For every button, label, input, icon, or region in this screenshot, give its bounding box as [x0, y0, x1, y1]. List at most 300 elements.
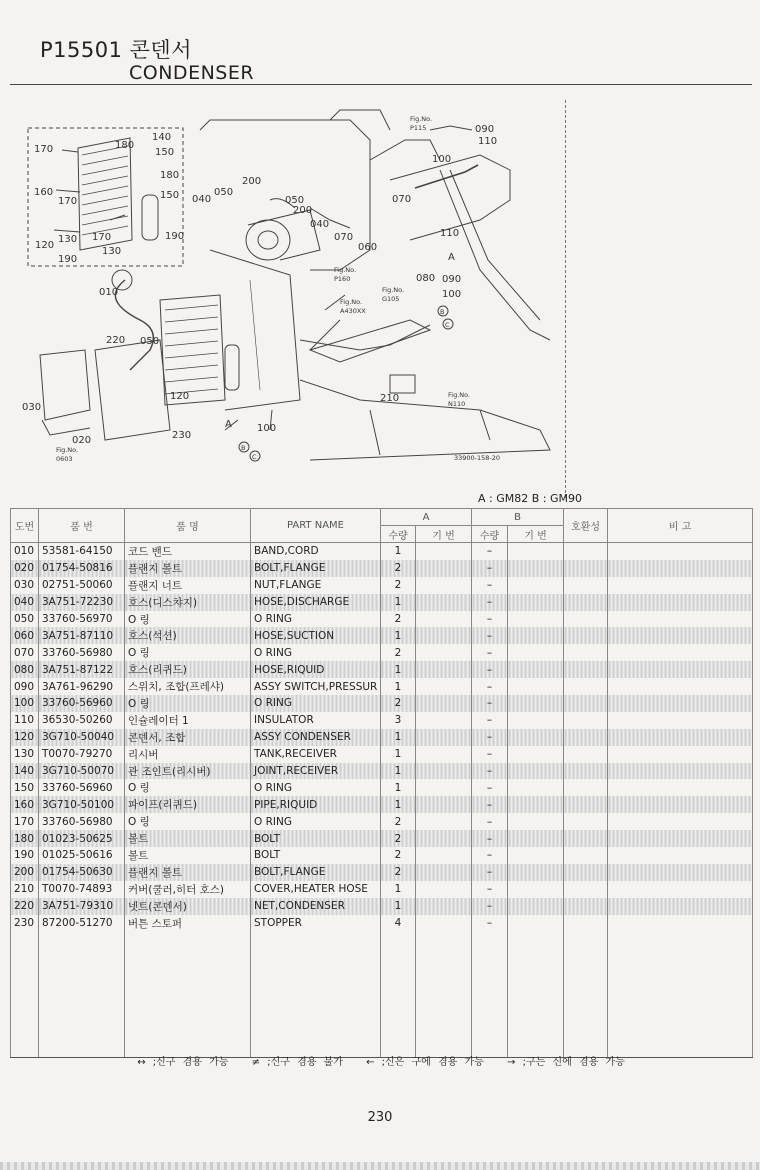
cell-part-name: HOSE,SUCTION — [251, 627, 381, 644]
cell-part-no: 3A751-72230 — [39, 594, 125, 611]
cell-qty-b: – — [472, 543, 508, 560]
cell-qty-a: 2 — [381, 577, 416, 594]
table-row — [11, 915, 753, 932]
col-header-period-a: 기 번 — [416, 526, 472, 543]
cell-period-a — [416, 847, 472, 864]
cell-part-name: O RING — [251, 813, 381, 830]
cell-part-name: BOLT — [251, 847, 381, 864]
cell-part-no: 3A751-87122 — [39, 661, 125, 678]
legend-item: ← ;신은 구에 겸용 가능 — [366, 1057, 484, 1068]
cell-no: 210 — [11, 881, 39, 898]
cell-period-b — [508, 864, 564, 881]
cell-period-b — [508, 779, 564, 796]
svg-text:100: 100 — [257, 423, 277, 434]
cell-qty-b: – — [472, 813, 508, 830]
table-row — [11, 712, 753, 729]
cell-qty-b: – — [472, 915, 508, 932]
svg-text:040: 040 — [310, 219, 330, 230]
legend-item: → ;구는 신에 겸용 가능 — [507, 1057, 625, 1068]
empty-cell — [416, 931, 472, 1058]
col-header-part-name: PART NAME — [251, 509, 381, 543]
parts-list-table — [10, 508, 753, 1058]
cell-compat — [564, 577, 608, 594]
cell-part-no: T0070-74893 — [39, 881, 125, 898]
cell-no: 050 — [11, 611, 39, 628]
cell-name-kr: O 링 — [125, 779, 251, 796]
svg-text:150: 150 — [160, 190, 180, 201]
cell-period-b — [508, 695, 564, 712]
col-header-qty-b: 수량 — [472, 526, 508, 543]
cell-qty-b: – — [472, 881, 508, 898]
svg-text:180: 180 — [115, 140, 135, 151]
cell-period-a — [416, 898, 472, 915]
cell-qty-a: 2 — [381, 695, 416, 712]
cell-part-name: O RING — [251, 779, 381, 796]
svg-text:Fig.No.: Fig.No. — [448, 391, 471, 399]
cell-qty-a: 1 — [381, 678, 416, 695]
cell-remarks — [608, 661, 753, 678]
cell-compat — [564, 830, 608, 847]
svg-text:110: 110 — [478, 136, 498, 147]
cell-period-a — [416, 763, 472, 780]
cell-name-kr: 볼트 — [125, 830, 251, 847]
svg-text:030: 030 — [22, 402, 42, 413]
table-row — [11, 611, 753, 628]
cell-period-a — [416, 560, 472, 577]
diagram-drawing — [10, 100, 562, 470]
cell-name-kr: 스위치, 조합(프레샤) — [125, 678, 251, 695]
cell-period-a — [416, 712, 472, 729]
svg-text:130: 130 — [58, 234, 78, 245]
svg-text:Fig.No.: Fig.No. — [56, 446, 79, 454]
cell-name-kr: 볼트 — [125, 847, 251, 864]
cell-no: 220 — [11, 898, 39, 915]
page-code-title: P15501 콘덴서 — [40, 38, 193, 62]
cell-compat — [564, 678, 608, 695]
cell-part-no: 87200-51270 — [39, 915, 125, 932]
cell-no: 020 — [11, 560, 39, 577]
cell-compat — [564, 864, 608, 881]
cell-period-b — [508, 796, 564, 813]
cell-no: 150 — [11, 779, 39, 796]
cell-no: 110 — [11, 712, 39, 729]
cell-qty-b: – — [472, 627, 508, 644]
cell-remarks — [608, 796, 753, 813]
svg-text:C: C — [445, 321, 450, 329]
cell-part-no: 01023-50625 — [39, 830, 125, 847]
cell-name-kr: 넷트(콘덴서) — [125, 898, 251, 915]
svg-text:230: 230 — [172, 430, 192, 441]
cell-qty-a: 1 — [381, 661, 416, 678]
cell-period-b — [508, 729, 564, 746]
svg-text:200: 200 — [293, 205, 313, 216]
cell-period-a — [416, 830, 472, 847]
cell-compat — [564, 813, 608, 830]
svg-text:050: 050 — [285, 195, 305, 206]
svg-text:040: 040 — [192, 194, 212, 205]
empty-cell — [251, 931, 381, 1058]
svg-text:060: 060 — [358, 242, 378, 253]
svg-text:100: 100 — [432, 154, 452, 165]
cell-remarks — [608, 695, 753, 712]
cell-qty-a: 1 — [381, 796, 416, 813]
cell-remarks — [608, 594, 753, 611]
cell-qty-a: 2 — [381, 847, 416, 864]
cell-qty-a: 1 — [381, 898, 416, 915]
cell-name-kr: 콘덴서, 조합 — [125, 729, 251, 746]
cell-part-no: 33760-56980 — [39, 644, 125, 661]
cell-remarks — [608, 881, 753, 898]
cell-period-a — [416, 864, 472, 881]
cell-qty-a: 3 — [381, 712, 416, 729]
table-row — [11, 847, 753, 864]
cell-compat — [564, 611, 608, 628]
empty-cell — [381, 931, 416, 1058]
cell-remarks — [608, 644, 753, 661]
cell-no: 010 — [11, 543, 39, 560]
cell-period-a — [416, 881, 472, 898]
svg-text:050: 050 — [140, 336, 160, 347]
svg-text:Fig.No.: Fig.No. — [334, 266, 357, 274]
cell-qty-a: 1 — [381, 881, 416, 898]
cell-remarks — [608, 543, 753, 560]
cell-qty-a: 2 — [381, 864, 416, 881]
svg-text:A: A — [225, 419, 232, 430]
col-header-part-no: 품 번 — [39, 509, 125, 543]
cell-period-b — [508, 577, 564, 594]
cell-qty-a: 2 — [381, 644, 416, 661]
exploded-parts-diagram — [10, 100, 562, 470]
empty-cell — [125, 931, 251, 1058]
svg-text:070: 070 — [334, 232, 354, 243]
cell-no: 070 — [11, 644, 39, 661]
table-row — [11, 881, 753, 898]
cell-qty-b: – — [472, 695, 508, 712]
cell-part-name: INSULATOR — [251, 712, 381, 729]
cell-part-no: 33760-56960 — [39, 695, 125, 712]
empty-cell — [608, 931, 753, 1058]
col-header-group-b: B — [472, 509, 564, 526]
cell-compat — [564, 746, 608, 763]
cell-no: 040 — [11, 594, 39, 611]
cell-qty-b: – — [472, 611, 508, 628]
cell-qty-b: – — [472, 577, 508, 594]
cell-remarks — [608, 813, 753, 830]
svg-text:090: 090 — [442, 274, 462, 285]
table-row — [11, 627, 753, 644]
page-title-english: CONDENSER — [129, 62, 255, 84]
svg-text:A: A — [448, 252, 455, 263]
cell-period-b — [508, 830, 564, 847]
cell-period-b — [508, 712, 564, 729]
table-row — [11, 779, 753, 796]
col-header-qty-a: 수량 — [381, 526, 416, 543]
cell-remarks — [608, 627, 753, 644]
cell-qty-b: – — [472, 712, 508, 729]
cell-name-kr: O 링 — [125, 611, 251, 628]
cell-name-kr: 인슐레이터 1 — [125, 712, 251, 729]
svg-text:140: 140 — [152, 132, 172, 143]
cell-period-a — [416, 746, 472, 763]
table-row — [11, 864, 753, 881]
cell-compat — [564, 560, 608, 577]
cell-compat — [564, 915, 608, 932]
svg-text:A430XX: A430XX — [340, 307, 366, 315]
cell-period-b — [508, 611, 564, 628]
cell-qty-a: 1 — [381, 543, 416, 560]
header-rule — [10, 84, 752, 85]
table-row — [11, 813, 753, 830]
col-header-name-kr: 품 명 — [125, 509, 251, 543]
table-row — [11, 746, 753, 763]
svg-text:100: 100 — [442, 289, 462, 300]
cell-no: 080 — [11, 661, 39, 678]
cell-part-no: 02751-50060 — [39, 577, 125, 594]
cell-period-b — [508, 898, 564, 915]
cell-remarks — [608, 779, 753, 796]
cell-period-a — [416, 627, 472, 644]
col-header-period-b: 기 번 — [508, 526, 564, 543]
margin-dashed-line — [565, 100, 566, 498]
table-row — [11, 796, 753, 813]
svg-text:110: 110 — [440, 228, 460, 239]
svg-text:P115: P115 — [410, 124, 427, 132]
table-row — [11, 695, 753, 712]
cell-qty-a: 2 — [381, 813, 416, 830]
svg-text:070: 070 — [392, 194, 412, 205]
cell-name-kr: 호스(석션) — [125, 627, 251, 644]
svg-text:N110: N110 — [448, 400, 466, 408]
cell-compat — [564, 594, 608, 611]
cell-remarks — [608, 560, 753, 577]
cell-qty-b: – — [472, 864, 508, 881]
cell-part-no: 01754-50630 — [39, 864, 125, 881]
cell-compat — [564, 695, 608, 712]
svg-text:050: 050 — [214, 187, 234, 198]
svg-text:P160: P160 — [334, 275, 351, 283]
svg-text:180: 180 — [160, 170, 180, 181]
cell-no: 180 — [11, 830, 39, 847]
cell-period-b — [508, 560, 564, 577]
cell-qty-b: – — [472, 594, 508, 611]
cell-part-name: HOSE,RIQUID — [251, 661, 381, 678]
cell-compat — [564, 543, 608, 560]
cell-part-name: STOPPER — [251, 915, 381, 932]
svg-text:080: 080 — [416, 273, 436, 284]
cell-period-a — [416, 661, 472, 678]
cell-no: 100 — [11, 695, 39, 712]
cell-part-name: BOLT,FLANGE — [251, 864, 381, 881]
cell-no: 170 — [11, 813, 39, 830]
svg-text:010: 010 — [99, 287, 119, 298]
cell-compat — [564, 881, 608, 898]
svg-text:Fig.No.: Fig.No. — [410, 115, 433, 123]
diagram-callouts — [22, 124, 497, 446]
cell-part-no: 01025-50616 — [39, 847, 125, 864]
svg-text:G105: G105 — [382, 295, 400, 303]
cell-remarks — [608, 611, 753, 628]
svg-text:B: B — [440, 308, 445, 316]
cell-period-b — [508, 644, 564, 661]
cell-qty-b: – — [472, 644, 508, 661]
cell-part-name: BOLT — [251, 830, 381, 847]
svg-text:120: 120 — [35, 240, 55, 251]
cell-period-a — [416, 594, 472, 611]
cell-qty-b: – — [472, 763, 508, 780]
cell-qty-a: 1 — [381, 763, 416, 780]
page-number: 230 — [367, 1110, 393, 1125]
cell-no: 200 — [11, 864, 39, 881]
cell-qty-a: 2 — [381, 560, 416, 577]
cell-remarks — [608, 712, 753, 729]
table-row — [11, 830, 753, 847]
cell-part-no: 36530-50260 — [39, 712, 125, 729]
cell-name-kr: 호스(디스챠지) — [125, 594, 251, 611]
svg-text:C: C — [252, 453, 257, 461]
cell-period-a — [416, 577, 472, 594]
cell-compat — [564, 627, 608, 644]
cell-part-name: TANK,RECEIVER — [251, 746, 381, 763]
cell-name-kr: O 링 — [125, 813, 251, 830]
table-row — [11, 898, 753, 915]
cell-period-a — [416, 729, 472, 746]
cell-period-b — [508, 594, 564, 611]
cell-qty-a: 1 — [381, 594, 416, 611]
cell-no: 030 — [11, 577, 39, 594]
svg-text:160: 160 — [34, 187, 54, 198]
cell-qty-b: – — [472, 729, 508, 746]
cell-period-b — [508, 661, 564, 678]
cell-period-a — [416, 695, 472, 712]
cell-no: 140 — [11, 763, 39, 780]
cell-name-kr: 플랜지 너트 — [125, 577, 251, 594]
empty-cell — [508, 931, 564, 1058]
cell-no: 060 — [11, 627, 39, 644]
table-row — [11, 560, 753, 577]
cell-period-b — [508, 813, 564, 830]
cell-period-a — [416, 796, 472, 813]
svg-text:190: 190 — [58, 254, 78, 265]
table-row — [11, 543, 753, 560]
cell-remarks — [608, 898, 753, 915]
cell-period-a — [416, 678, 472, 695]
cell-part-name: ASSY CONDENSER — [251, 729, 381, 746]
cell-period-a — [416, 813, 472, 830]
cell-qty-b: – — [472, 661, 508, 678]
svg-text:Fig.No.: Fig.No. — [382, 286, 405, 294]
legend-item: ↔ ;신구 겸용 가능 — [137, 1057, 229, 1068]
cell-name-kr: O 링 — [125, 695, 251, 712]
cell-qty-b: – — [472, 796, 508, 813]
svg-text:020: 020 — [72, 435, 92, 446]
table-row — [11, 661, 753, 678]
cell-period-b — [508, 915, 564, 932]
cell-name-kr: 리시버 — [125, 746, 251, 763]
cell-period-a — [416, 611, 472, 628]
svg-text:200: 200 — [242, 176, 262, 187]
cell-qty-b: – — [472, 779, 508, 796]
svg-text:210: 210 — [380, 393, 400, 404]
table-empty-space — [11, 931, 753, 1058]
cell-part-name: COVER,HEATER HOSE — [251, 881, 381, 898]
cell-part-no: 3A751-79310 — [39, 898, 125, 915]
svg-text:B: B — [241, 444, 246, 452]
cell-part-no: 33760-56970 — [39, 611, 125, 628]
cell-qty-a: 1 — [381, 627, 416, 644]
table-row — [11, 729, 753, 746]
cell-remarks — [608, 729, 753, 746]
cell-part-no: 3G710-50070 — [39, 763, 125, 780]
cell-qty-a: 1 — [381, 779, 416, 796]
cell-compat — [564, 898, 608, 915]
cell-period-a — [416, 543, 472, 560]
svg-text:120: 120 — [170, 391, 190, 402]
cell-part-name: HOSE,DISCHARGE — [251, 594, 381, 611]
cell-no: 190 — [11, 847, 39, 864]
cell-qty-a: 4 — [381, 915, 416, 932]
col-header-remarks: 비 고 — [608, 509, 753, 543]
cell-part-name: NET,CONDENSER — [251, 898, 381, 915]
cell-no: 130 — [11, 746, 39, 763]
cell-period-a — [416, 915, 472, 932]
cell-name-kr: 파이프(리퀴드) — [125, 796, 251, 813]
cell-compat — [564, 796, 608, 813]
cell-qty-a: 1 — [381, 746, 416, 763]
cell-compat — [564, 779, 608, 796]
legend-item: ≠ ;신구 겸용 불가 — [251, 1057, 343, 1068]
cell-part-no: T0070-79270 — [39, 746, 125, 763]
compatibility-legend — [10, 1053, 752, 1068]
svg-text:150: 150 — [155, 147, 175, 158]
cell-compat — [564, 712, 608, 729]
cell-qty-b: – — [472, 847, 508, 864]
cell-period-b — [508, 881, 564, 898]
col-header-compat: 호환성 — [564, 509, 608, 543]
cell-part-no: 33760-56980 — [39, 813, 125, 830]
cell-period-a — [416, 779, 472, 796]
svg-text:090: 090 — [475, 124, 495, 135]
cell-remarks — [608, 763, 753, 780]
cell-qty-b: – — [472, 830, 508, 847]
cell-part-name: NUT,FLANGE — [251, 577, 381, 594]
cell-part-name: ASSY SWITCH,PRESSUR — [251, 678, 381, 695]
cell-remarks — [608, 915, 753, 932]
cell-period-b — [508, 746, 564, 763]
cell-no: 160 — [11, 796, 39, 813]
model-key-note: A : GM82 B : GM90 — [478, 492, 582, 505]
parts-rows — [11, 543, 753, 1058]
cell-no: 090 — [11, 678, 39, 695]
cell-part-name: O RING — [251, 644, 381, 661]
cell-period-b — [508, 543, 564, 560]
cell-remarks — [608, 830, 753, 847]
cell-name-kr: 플랜지 볼트 — [125, 864, 251, 881]
cell-qty-a: 2 — [381, 830, 416, 847]
cell-name-kr: 버튼 스토퍼 — [125, 915, 251, 932]
cell-remarks — [608, 678, 753, 695]
cell-remarks — [608, 864, 753, 881]
table-row — [11, 763, 753, 780]
cell-name-kr: 플랜지 볼트 — [125, 560, 251, 577]
cell-part-no: 33760-56960 — [39, 779, 125, 796]
svg-text:170: 170 — [34, 144, 54, 155]
cell-name-kr: 코드 밴드 — [125, 543, 251, 560]
svg-text:130: 130 — [102, 246, 122, 257]
cell-name-kr: 커버(쿨러,히터 호스) — [125, 881, 251, 898]
cell-qty-b: – — [472, 898, 508, 915]
cell-qty-a: 1 — [381, 729, 416, 746]
cell-qty-b: – — [472, 560, 508, 577]
